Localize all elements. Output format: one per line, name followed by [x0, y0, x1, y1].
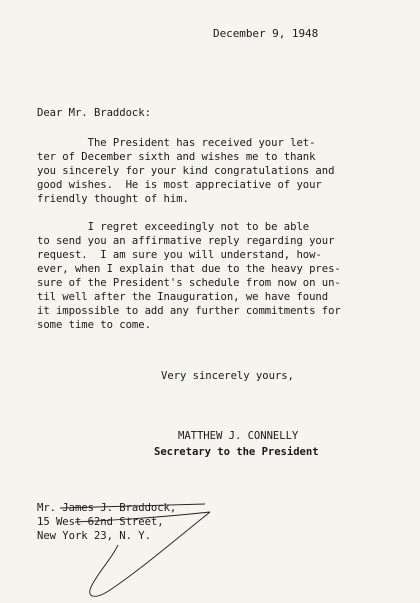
paragraph-line: I regret exceedingly not to be able: [37, 221, 310, 233]
paragraph-line: The President has received your let-: [37, 137, 316, 149]
paragraph-line: it impossible to add any further commitments for: [37, 305, 341, 317]
letter-date: December 9, 1948: [213, 27, 319, 40]
address-line: Mr. James J. Braddock,: [37, 502, 177, 514]
paragraph-line: friendly thought of him.: [37, 193, 189, 205]
paragraph-line: request. I am sure you will understand, how-: [37, 249, 322, 261]
paragraph-line: ter of December sixth and wishes me to thank: [37, 151, 316, 163]
paragraph-line: sure of the President's schedule from now on un-: [37, 277, 341, 289]
paragraph-line: some time to come.: [37, 319, 151, 331]
address-line: 15 West 62nd Street,: [37, 516, 164, 528]
paragraph-line: you sincerely for your kind congratulations and: [37, 165, 335, 177]
paragraph-line: til well after the Inauguration, we have found: [37, 291, 329, 303]
paragraph-line: good wishes. He is most appreciative of your: [37, 179, 322, 191]
closing: Very sincerely yours,: [161, 370, 294, 382]
paragraph-line: ever, when I explain that due to the heavy pres-: [37, 263, 341, 275]
salutation: Dear Mr. Braddock:: [37, 107, 151, 119]
paragraph-line: to send you an affirmative reply regarding your: [37, 235, 335, 247]
signature-name: MATTHEW J. CONNELLY: [178, 430, 299, 442]
address-line: New York 23, N. Y.: [37, 530, 151, 542]
signature-title: Secretary to the President: [154, 446, 319, 458]
